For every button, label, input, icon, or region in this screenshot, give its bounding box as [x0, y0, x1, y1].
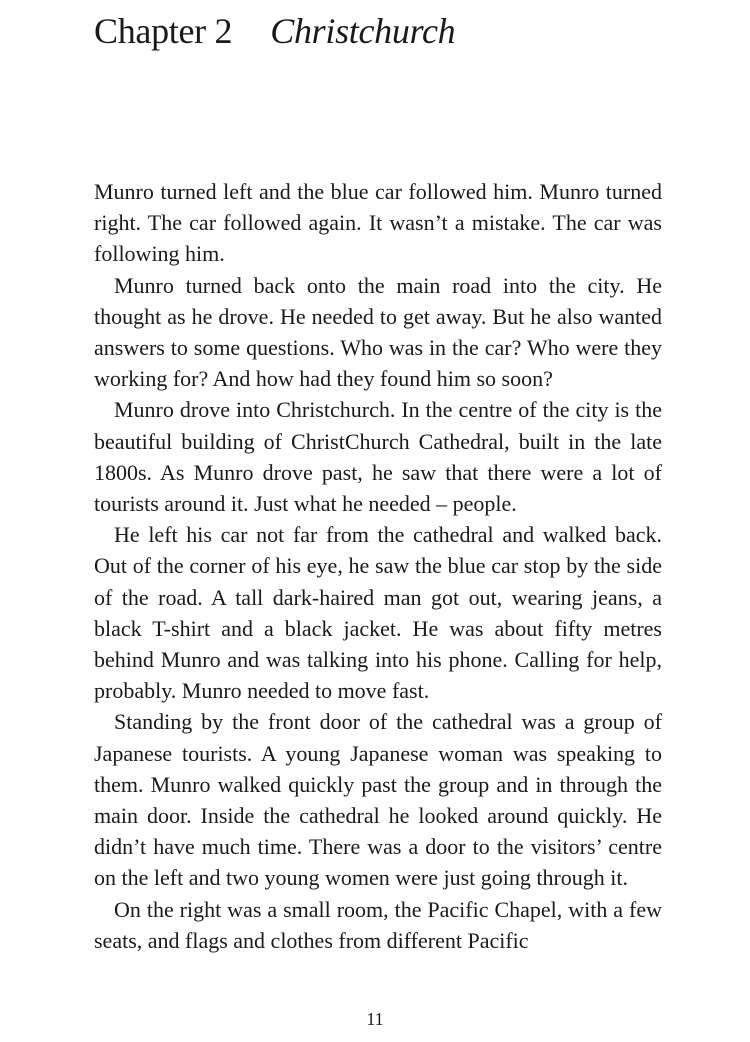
- paragraph: He left his car not far from the cathedral and walked back. Out of the corner of his eye, he saw the blue car stop by the side of the road. A tall dark-haired man got out, wearing jeans, a black T-shirt and a black jacket. He was about fifty metres behind Munro and was talking into his phone. Calling for help, probably. Munro needed to move fast.: [94, 522, 662, 704]
- page-number: 11: [366, 1009, 384, 1029]
- chapter-body: [94, 176, 662, 956]
- chapter-label: Chapter 2: [94, 11, 233, 51]
- paragraph: Munro turned back onto the main road into the city. He thought as he drove. He needed to get away. But he also wanted answers to some questions. Who was in the car? Who were they working for? And how had they found him so soon?: [94, 272, 662, 392]
- chapter-title: Christchurch: [270, 11, 456, 51]
- paragraph: Munro drove into Christchurch. In the centre of the city is the beautiful building of ChristChurch Cathedral, built in the late 1800s. As Munro drove past, he saw that there were a lot of tourists around it. Just what he needed – people.: [94, 397, 662, 517]
- paragraph: On the right was a small room, the Pacific Chapel, with a few seats, and flags and clothes from different Pacific: [94, 896, 662, 953]
- paragraph: Standing by the front door of the cathedral was a group of Japanese tourists. A young Japanese woman was speaking to them. Munro walked quickly past the group and in through the main door. Inside the cathedral he looked around quickly. He didn’t have much time. There was a door to the visitors’ centre on the left and two young women were just going through it.: [94, 709, 662, 891]
- chapter-heading: [94, 6, 455, 56]
- paragraph: Munro turned left and the blue car followed him. Munro turned right. The car followed again. It wasn’t a mistake. The car was following him.: [94, 179, 662, 267]
